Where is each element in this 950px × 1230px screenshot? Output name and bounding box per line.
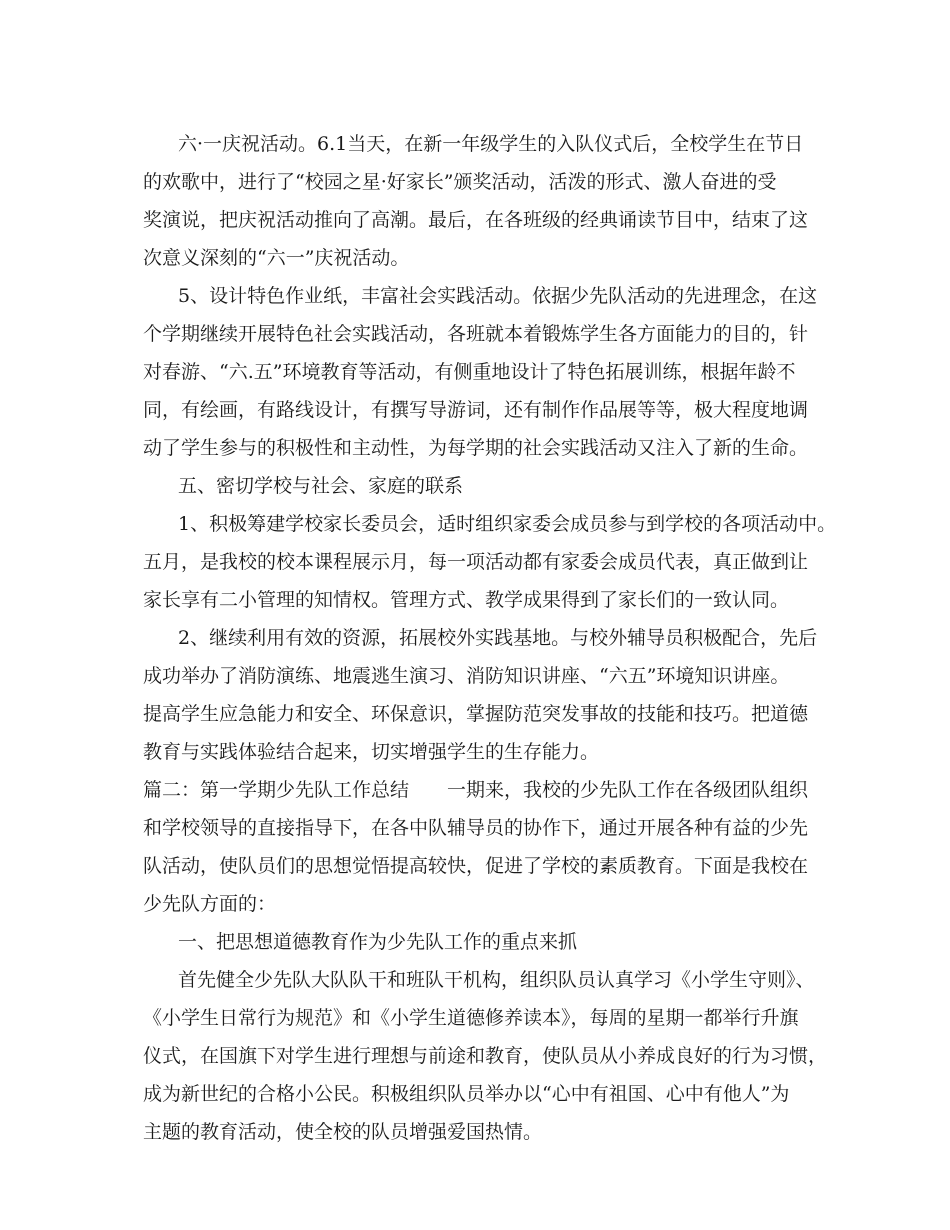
article-heading-line: 篇二：第一学期少先队工作总结 一期来，我校的少先队工作在各级团队组织: [143, 779, 809, 801]
text-line: 个学期继续开展特色社会实践活动，各班就本着锻炼学生各方面能力的目的，针: [143, 323, 809, 345]
text-line: 次意义深刻的“六一”庆祝活动。: [143, 247, 410, 269]
text-line: 的欢歌中，进行了“校园之星·好家长”颁奖活动，活泼的形式、激人奋进的受: [143, 171, 777, 193]
text-line: 队活动，使队员们的思想觉悟提高较快，促进了学校的素质教育。下面是我校在: [143, 855, 809, 877]
text-line: 对春游、“六.五”环境教育等活动，有侧重地设计了特色拓展训练，根据年龄不: [143, 361, 796, 383]
text-line: 提高学生应急能力和安全、环保意识，掌握防范突发事故的技能和技巧。把道德: [143, 703, 809, 725]
text-line: 六·一庆祝活动。6.1当天，在新一年级学生的入队仪式后，全校学生在节日: [178, 133, 804, 155]
text-line: 5、设计特色作业纸，丰富社会实践活动。依据少先队活动的先进理念，在这: [178, 285, 818, 307]
text-line: 和学校领导的直接指导下，在各中队辅导员的协作下，通过开展各种有益的少先: [143, 817, 809, 839]
section-heading: 五、密切学校与社会、家庭的联系: [178, 475, 464, 497]
text-line: 教育与实践体验结合起来，切实增强学生的生存能力。: [143, 741, 600, 763]
text-line: 首先健全少先队大队队干和班队干机构，组织队员认真学习《小学生守则》、: [178, 969, 815, 991]
text-line: 动了学生参与的积极性和主动性，为每学期的社会实践活动又注入了新的生命。: [143, 437, 809, 459]
text-line: 五月，是我校的校本课程展示月，每一项活动都有家委会成员代表，真正做到让: [143, 551, 809, 573]
text-line: 仪式，在国旗下对学生进行理想与前途和教育，使队员从小养成良好的行为习惯，: [143, 1045, 828, 1067]
text-line: 主题的教育活动，使全校的队员增强爱国热情。: [143, 1121, 543, 1143]
text-line: 2、继续利用有效的资源，拓展校外实践基地。与校外辅导员积极配合，先后: [178, 627, 818, 649]
text-line: 同，有绘画，有路线设计，有撰写导游词，还有制作作品展等等，极大程度地调: [143, 399, 809, 421]
text-line: 奖演说，把庆祝活动推向了高潮。最后，在各班级的经典诵读节目中，结束了这: [143, 209, 809, 231]
text-line: 1、积极筹建学校家长委员会，适时组织家委会成员参与到学校的各项活动中。: [178, 513, 837, 535]
text-line: 成为新世纪的合格小公民。积极组织队员举办以“心中有祖国、心中有他人”为: [143, 1083, 790, 1105]
section-heading: 一、把思想道德教育作为少先队工作的重点来抓: [178, 931, 578, 953]
text-line: 《小学生日常行为规范》和《小学生道德修养读本》，每周的星期一都举行升旗: [143, 1007, 799, 1029]
text-line: 成功举办了消防演练、地震逃生演习、消防知识讲座、“六五”环境知识讲座。: [143, 665, 790, 687]
text-line: 少先队方面的：: [143, 893, 277, 915]
text-line: 家长享有二小管理的知情权。管理方式、教学成果得到了家长们的一致认同。: [143, 589, 790, 611]
